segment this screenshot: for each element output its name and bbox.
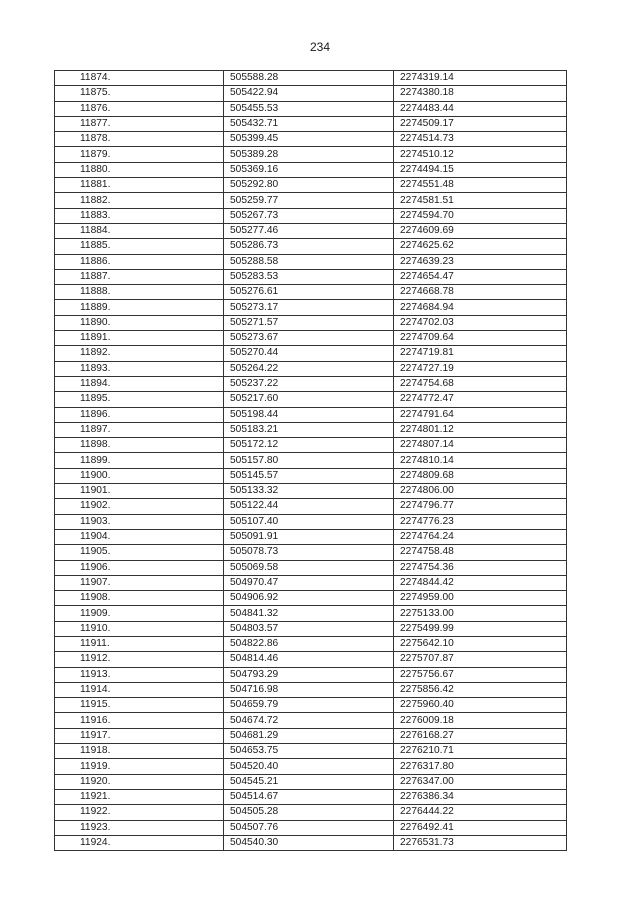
x-coordinate-cell: 505283.53: [224, 269, 394, 284]
x-coordinate-cell: 505273.17: [224, 300, 394, 315]
y-coordinate-cell: 2274709.64: [394, 331, 567, 346]
table-row: [55, 835, 567, 850]
point-number-cell: 11881.: [55, 178, 224, 193]
y-coordinate-cell: 2274639.23: [394, 254, 567, 269]
x-coordinate-cell: 505259.77: [224, 193, 394, 208]
x-coordinate-cell: 505172.12: [224, 438, 394, 453]
y-coordinate-cell: 2274810.14: [394, 453, 567, 468]
y-coordinate-cell: 2274807.14: [394, 438, 567, 453]
table-row: [55, 636, 567, 651]
table-row: [55, 621, 567, 636]
table-row: [55, 468, 567, 483]
table-row: [55, 422, 567, 437]
table-row: [55, 178, 567, 193]
point-number-cell: 11892.: [55, 346, 224, 361]
table-row: [55, 682, 567, 697]
y-coordinate-cell: 2276210.71: [394, 744, 567, 759]
table-row: [55, 361, 567, 376]
y-coordinate-cell: 2274844.42: [394, 575, 567, 590]
table-row: [55, 805, 567, 820]
point-number-cell: 11880.: [55, 162, 224, 177]
point-number-cell: 11895.: [55, 392, 224, 407]
y-coordinate-cell: 2275756.67: [394, 667, 567, 682]
table-row: [55, 713, 567, 728]
table-row: [55, 438, 567, 453]
point-number-cell: 11904.: [55, 529, 224, 544]
x-coordinate-cell: 504822.86: [224, 636, 394, 651]
table-row: [55, 285, 567, 300]
y-coordinate-cell: 2276386.34: [394, 789, 567, 804]
x-coordinate-cell: 505122.44: [224, 499, 394, 514]
table-row: [55, 652, 567, 667]
table-row: [55, 376, 567, 391]
point-number-cell: 11909.: [55, 606, 224, 621]
x-coordinate-cell: 505183.21: [224, 422, 394, 437]
point-number-cell: 11896.: [55, 407, 224, 422]
point-number-cell: 11879.: [55, 147, 224, 162]
coordinates-table: [54, 70, 567, 851]
y-coordinate-cell: 2276347.00: [394, 774, 567, 789]
point-number-cell: 11884.: [55, 223, 224, 238]
y-coordinate-cell: 2274719.81: [394, 346, 567, 361]
x-coordinate-cell: 505198.44: [224, 407, 394, 422]
point-number-cell: 11889.: [55, 300, 224, 315]
table-row: [55, 774, 567, 789]
table-row: [55, 392, 567, 407]
point-number-cell: 11911.: [55, 636, 224, 651]
x-coordinate-cell: 505588.28: [224, 71, 394, 86]
point-number-cell: 11907.: [55, 575, 224, 590]
point-number-cell: 11917.: [55, 728, 224, 743]
y-coordinate-cell: 2274483.44: [394, 101, 567, 116]
x-coordinate-cell: 505432.71: [224, 116, 394, 131]
point-number-cell: 11898.: [55, 438, 224, 453]
y-coordinate-cell: 2274319.14: [394, 71, 567, 86]
table-row: [55, 789, 567, 804]
table-row: [55, 86, 567, 101]
point-number-cell: 11916.: [55, 713, 224, 728]
y-coordinate-cell: 2274668.78: [394, 285, 567, 300]
x-coordinate-cell: 505091.91: [224, 529, 394, 544]
y-coordinate-cell: 2276317.80: [394, 759, 567, 774]
x-coordinate-cell: 505217.60: [224, 392, 394, 407]
table-row: [55, 560, 567, 575]
table-row: [55, 606, 567, 621]
table-row: [55, 514, 567, 529]
y-coordinate-cell: 2274776.23: [394, 514, 567, 529]
x-coordinate-cell: 504507.76: [224, 820, 394, 835]
x-coordinate-cell: 505271.57: [224, 315, 394, 330]
y-coordinate-cell: 2274806.00: [394, 484, 567, 499]
point-number-cell: 11908.: [55, 591, 224, 606]
point-number-cell: 11876.: [55, 101, 224, 116]
table-row: [55, 300, 567, 315]
y-coordinate-cell: 2274609.69: [394, 223, 567, 238]
x-coordinate-cell: 504970.47: [224, 575, 394, 590]
table-row: [55, 591, 567, 606]
table-row: [55, 162, 567, 177]
table-row: [55, 698, 567, 713]
table-row: [55, 331, 567, 346]
point-number-cell: 11874.: [55, 71, 224, 86]
table-row: [55, 407, 567, 422]
point-number-cell: 11891.: [55, 331, 224, 346]
table-row: [55, 315, 567, 330]
table-row: [55, 667, 567, 682]
x-coordinate-cell: 505237.22: [224, 376, 394, 391]
point-number-cell: 11878.: [55, 132, 224, 147]
point-number-cell: 11903.: [55, 514, 224, 529]
x-coordinate-cell: 504514.67: [224, 789, 394, 804]
table-row: [55, 744, 567, 759]
point-number-cell: 11921.: [55, 789, 224, 804]
x-coordinate-cell: 504814.46: [224, 652, 394, 667]
point-number-cell: 11915.: [55, 698, 224, 713]
point-number-cell: 11924.: [55, 835, 224, 850]
table-row: [55, 759, 567, 774]
y-coordinate-cell: 2274594.70: [394, 208, 567, 223]
point-number-cell: 11910.: [55, 621, 224, 636]
y-coordinate-cell: 2275960.40: [394, 698, 567, 713]
y-coordinate-cell: 2274754.36: [394, 560, 567, 575]
y-coordinate-cell: 2275642.10: [394, 636, 567, 651]
x-coordinate-cell: 504674.72: [224, 713, 394, 728]
table-row: [55, 728, 567, 743]
y-coordinate-cell: 2274727.19: [394, 361, 567, 376]
y-coordinate-cell: 2274654.47: [394, 269, 567, 284]
y-coordinate-cell: 2274551.48: [394, 178, 567, 193]
point-number-cell: 11894.: [55, 376, 224, 391]
x-coordinate-cell: 505267.73: [224, 208, 394, 223]
point-number-cell: 11883.: [55, 208, 224, 223]
x-coordinate-cell: 505276.61: [224, 285, 394, 300]
y-coordinate-cell: 2276531.73: [394, 835, 567, 850]
point-number-cell: 11902.: [55, 499, 224, 514]
x-coordinate-cell: 504505.28: [224, 805, 394, 820]
x-coordinate-cell: 505270.44: [224, 346, 394, 361]
point-number-cell: 11877.: [55, 116, 224, 131]
y-coordinate-cell: 2274625.62: [394, 239, 567, 254]
x-coordinate-cell: 505264.22: [224, 361, 394, 376]
point-number-cell: 11906.: [55, 560, 224, 575]
x-coordinate-cell: 504653.75: [224, 744, 394, 759]
y-coordinate-cell: 2275707.87: [394, 652, 567, 667]
x-coordinate-cell: 505399.45: [224, 132, 394, 147]
x-coordinate-cell: 505078.73: [224, 545, 394, 560]
point-number-cell: 11905.: [55, 545, 224, 560]
x-coordinate-cell: 505286.73: [224, 239, 394, 254]
point-number-cell: 11900.: [55, 468, 224, 483]
table-row: [55, 147, 567, 162]
y-coordinate-cell: 2274510.12: [394, 147, 567, 162]
table-row: [55, 132, 567, 147]
point-number-cell: 11888.: [55, 285, 224, 300]
table-row: [55, 499, 567, 514]
point-number-cell: 11912.: [55, 652, 224, 667]
x-coordinate-cell: 505273.67: [224, 331, 394, 346]
y-coordinate-cell: 2274772.47: [394, 392, 567, 407]
point-number-cell: 11875.: [55, 86, 224, 101]
y-coordinate-cell: 2274754.68: [394, 376, 567, 391]
x-coordinate-cell: 504793.29: [224, 667, 394, 682]
point-number-cell: 11918.: [55, 744, 224, 759]
point-number-cell: 11893.: [55, 361, 224, 376]
x-coordinate-cell: 504681.29: [224, 728, 394, 743]
x-coordinate-cell: 505069.58: [224, 560, 394, 575]
point-number-cell: 11914.: [55, 682, 224, 697]
x-coordinate-cell: 505369.16: [224, 162, 394, 177]
x-coordinate-cell: 505107.40: [224, 514, 394, 529]
point-number-cell: 11919.: [55, 759, 224, 774]
y-coordinate-cell: 2274494.15: [394, 162, 567, 177]
table-row: [55, 101, 567, 116]
y-coordinate-cell: 2274764.24: [394, 529, 567, 544]
point-number-cell: 11882.: [55, 193, 224, 208]
x-coordinate-cell: 505157.80: [224, 453, 394, 468]
x-coordinate-cell: 504906.92: [224, 591, 394, 606]
point-number-cell: 11890.: [55, 315, 224, 330]
table-row: [55, 484, 567, 499]
table-row: [55, 820, 567, 835]
point-number-cell: 11901.: [55, 484, 224, 499]
table-row: [55, 269, 567, 284]
point-number-cell: 11897.: [55, 422, 224, 437]
point-number-cell: 11923.: [55, 820, 224, 835]
table-row: [55, 208, 567, 223]
x-coordinate-cell: 505455.53: [224, 101, 394, 116]
y-coordinate-cell: 2275499.99: [394, 621, 567, 636]
point-number-cell: 11885.: [55, 239, 224, 254]
point-number-cell: 11922.: [55, 805, 224, 820]
y-coordinate-cell: 2274684.94: [394, 300, 567, 315]
x-coordinate-cell: 505133.32: [224, 484, 394, 499]
table-row: [55, 239, 567, 254]
x-coordinate-cell: 505277.46: [224, 223, 394, 238]
table-row: [55, 223, 567, 238]
y-coordinate-cell: 2276492.41: [394, 820, 567, 835]
x-coordinate-cell: 505145.57: [224, 468, 394, 483]
x-coordinate-cell: 505292.80: [224, 178, 394, 193]
y-coordinate-cell: 2274509.17: [394, 116, 567, 131]
y-coordinate-cell: 2276168.27: [394, 728, 567, 743]
point-number-cell: 11920.: [55, 774, 224, 789]
table-row: [55, 193, 567, 208]
y-coordinate-cell: 2274791.64: [394, 407, 567, 422]
y-coordinate-cell: 2274801.12: [394, 422, 567, 437]
x-coordinate-cell: 504545.21: [224, 774, 394, 789]
y-coordinate-cell: 2274581.51: [394, 193, 567, 208]
y-coordinate-cell: 2274380.18: [394, 86, 567, 101]
y-coordinate-cell: 2276009.18: [394, 713, 567, 728]
y-coordinate-cell: 2274514.73: [394, 132, 567, 147]
point-number-cell: 11913.: [55, 667, 224, 682]
x-coordinate-cell: 504540.30: [224, 835, 394, 850]
y-coordinate-cell: 2276444.22: [394, 805, 567, 820]
point-number-cell: 11899.: [55, 453, 224, 468]
table-row: [55, 453, 567, 468]
coordinates-table-body: [55, 71, 567, 851]
x-coordinate-cell: 504520.40: [224, 759, 394, 774]
x-coordinate-cell: 504659.79: [224, 698, 394, 713]
point-number-cell: 11887.: [55, 269, 224, 284]
x-coordinate-cell: 505422.94: [224, 86, 394, 101]
table-row: [55, 529, 567, 544]
x-coordinate-cell: 504841.32: [224, 606, 394, 621]
table-row: [55, 116, 567, 131]
table-row: [55, 71, 567, 86]
y-coordinate-cell: 2274959.00: [394, 591, 567, 606]
x-coordinate-cell: 504716.98: [224, 682, 394, 697]
y-coordinate-cell: 2275856.42: [394, 682, 567, 697]
table-row: [55, 346, 567, 361]
table-row: [55, 575, 567, 590]
x-coordinate-cell: 504803.57: [224, 621, 394, 636]
y-coordinate-cell: 2274809.68: [394, 468, 567, 483]
y-coordinate-cell: 2275133.00: [394, 606, 567, 621]
y-coordinate-cell: 2274796.77: [394, 499, 567, 514]
x-coordinate-cell: 505288.58: [224, 254, 394, 269]
table-row: [55, 254, 567, 269]
x-coordinate-cell: 505389.28: [224, 147, 394, 162]
point-number-cell: 11886.: [55, 254, 224, 269]
y-coordinate-cell: 2274702.03: [394, 315, 567, 330]
table-row: [55, 545, 567, 560]
page-number: 234: [309, 40, 331, 54]
y-coordinate-cell: 2274758.48: [394, 545, 567, 560]
